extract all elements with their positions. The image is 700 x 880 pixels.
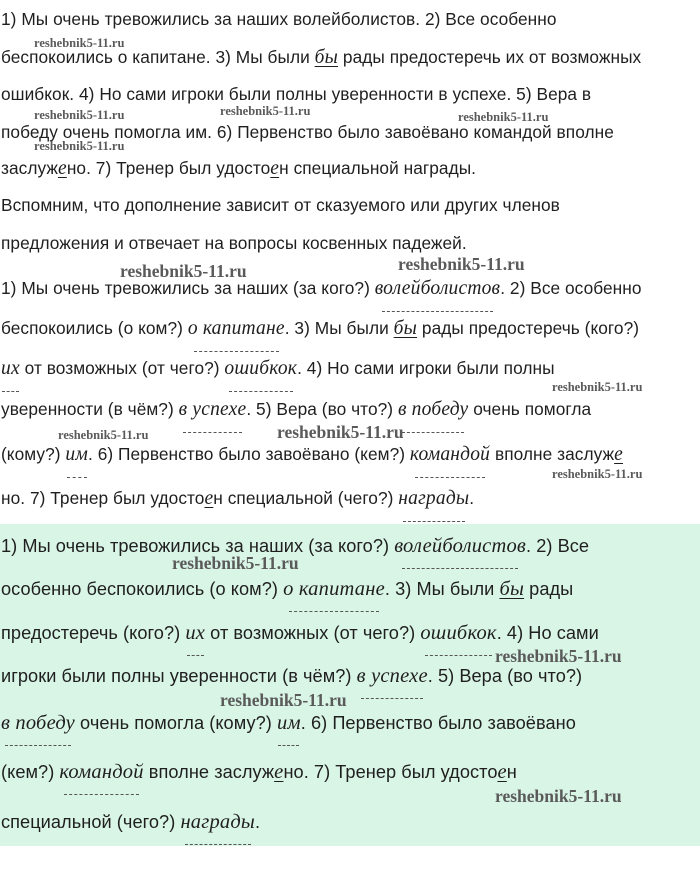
object-word: им	[65, 444, 89, 465]
watermark: reshebnik5-11.ru	[458, 110, 549, 124]
watermark: reshebnik5-11.ru	[398, 254, 525, 274]
object-word: волейболистов	[374, 278, 501, 299]
letter-e: е	[270, 158, 280, 179]
text-span: . 4) Но сами игроки были полны	[297, 358, 555, 378]
text-span: заслуж	[1, 158, 58, 178]
text-span: вполне заслуж	[143, 762, 275, 782]
watermark: reshebnik5-11.ru	[220, 690, 347, 710]
particle-by: бы	[314, 47, 339, 68]
watermark: reshebnik5-11.ru	[34, 108, 125, 122]
text-span: 1) Мы очень тревожились за наших (за кого?)	[1, 278, 375, 298]
text-span: но. 7) Тренер был удосто	[283, 762, 498, 782]
text-span: . 3) Мы были	[384, 579, 500, 599]
watermark: reshebnik5-11.ru	[120, 261, 247, 281]
text-span: игроки были полны уверенности (в чём?)	[1, 666, 357, 686]
text-span: . 5) Вера (во что?)	[427, 666, 583, 686]
answer-line-7	[1, 811, 260, 833]
object-word: им	[277, 712, 301, 734]
answer-line-5	[1, 712, 576, 734]
object-word: их	[185, 622, 206, 644]
particle-by: бы	[393, 318, 418, 339]
watermark: reshebnik5-11.ru	[172, 553, 299, 573]
analysis-line-2	[1, 317, 639, 340]
watermark: reshebnik5-11.ru	[552, 380, 643, 394]
text-span: беспокоились о капитане. 3) Мы были	[1, 47, 315, 67]
text-span: от возможных (от чего?)	[205, 623, 421, 643]
text-span: .	[255, 812, 261, 832]
text-span: 1) Мы очень тревожились за наших волейболистов. 2) Все особенно	[1, 9, 557, 29]
text-span: особенно беспокоились (о ком?)	[1, 579, 284, 599]
letter-e: е	[614, 444, 623, 465]
object-word: волейболистов	[394, 535, 527, 557]
text-span: уверенности (в чём?)	[1, 399, 179, 419]
object-word: о капитане	[187, 318, 285, 339]
text-span: н специальной (чего?)	[213, 488, 399, 508]
analysis-line-5	[1, 443, 623, 466]
text-span: . 3) Мы были	[284, 318, 394, 338]
letter-e: е	[57, 158, 67, 179]
letter-e: е	[204, 488, 214, 509]
answer-line-6	[1, 761, 517, 783]
text-span: .	[469, 488, 475, 508]
particle-by: бы	[499, 578, 525, 600]
object-word: награды	[398, 488, 470, 509]
object-word: в успехе	[356, 665, 428, 687]
watermark: reshebnik5-11.ru	[495, 786, 622, 806]
text-span: 1) Мы очень тревожились за наших (за кого?)	[1, 536, 395, 556]
text-span: беспокоились (о ком?)	[1, 318, 188, 338]
object-word: командой	[59, 761, 144, 783]
text-span: . 2) Все	[526, 536, 590, 556]
text-span: . 5) Вера (во что?)	[246, 399, 398, 419]
text-span: специальной (чего?)	[1, 812, 181, 832]
object-word: о капитане	[283, 578, 385, 600]
watermark: reshebnik5-11.ru	[495, 646, 622, 666]
text-span: (кем?)	[1, 762, 60, 782]
text-span: . 4) Но сами	[496, 623, 599, 643]
text-span: предложения и отвечает на вопросы косвенных падежей.	[1, 233, 467, 253]
text-span: ошибкок. 4) Но сами игроки были полны уверенности в успехе. 5) Вера в	[1, 84, 592, 104]
watermark: reshebnik5-11.ru	[220, 104, 311, 118]
text-span: победу очень помогла им. 6) Первенство было завоёвано командой вполне	[1, 122, 614, 142]
watermark: reshebnik5-11.ru	[34, 139, 125, 153]
text-span: н	[506, 762, 517, 782]
text-span: н специальной награды.	[279, 158, 477, 178]
object-word: командой	[409, 444, 491, 465]
analysis-line-1	[1, 277, 642, 300]
text-span: рады предостеречь (кого?)	[417, 318, 640, 338]
text-span: (кому?)	[1, 444, 66, 464]
text-span: предостеречь (кого?)	[1, 623, 186, 643]
analysis-line-3	[1, 357, 555, 380]
object-word: ошибкок	[224, 358, 298, 379]
object-word: в успехе	[178, 399, 247, 420]
watermark: reshebnik5-11.ru	[34, 36, 125, 50]
analysis-line-6	[1, 487, 474, 510]
watermark: reshebnik5-11.ru	[58, 428, 149, 442]
text-span: . 6) Первенство было завоёвано (кем?)	[88, 444, 410, 464]
letter-e: е	[497, 761, 507, 783]
object-word: их	[1, 358, 20, 379]
answer-line-4	[1, 665, 582, 687]
watermark: reshebnik5-11.ru	[552, 467, 643, 481]
explanation-line-2	[1, 232, 467, 254]
text-span: . 2) Все особенно	[500, 278, 642, 298]
letter-e: е	[274, 761, 284, 783]
text-span: очень помогла (кому?)	[74, 713, 277, 733]
text-span: очень помогла	[468, 399, 592, 419]
text-span: вполне заслуж	[490, 444, 615, 464]
original-line-3	[1, 83, 591, 105]
text-span: . 6) Первенство было завоёвано	[300, 713, 576, 733]
object-word: награды	[180, 811, 256, 833]
answer-line-2	[1, 578, 573, 600]
watermark: reshebnik5-11.ru	[277, 422, 404, 442]
text-span: но. 7) Тренер был удосто	[66, 158, 271, 178]
text-span: Вспомним, что дополнение зависит от сказуемого или других членов	[1, 195, 560, 215]
text-span: но. 7) Тренер был удосто	[1, 488, 205, 508]
original-line-1	[1, 8, 557, 30]
object-word: в победу	[397, 399, 469, 420]
answer-line-3	[1, 622, 599, 644]
original-line-5	[1, 157, 476, 180]
text-span: рады предостеречь их от возможных	[338, 47, 642, 67]
object-word: в победу	[1, 712, 75, 734]
analysis-line-4	[1, 398, 591, 421]
object-word: ошибкок	[420, 622, 497, 644]
text-span: от возможных (от чего?)	[19, 358, 225, 378]
text-span: рады	[524, 579, 574, 599]
explanation-line-1	[1, 194, 560, 216]
